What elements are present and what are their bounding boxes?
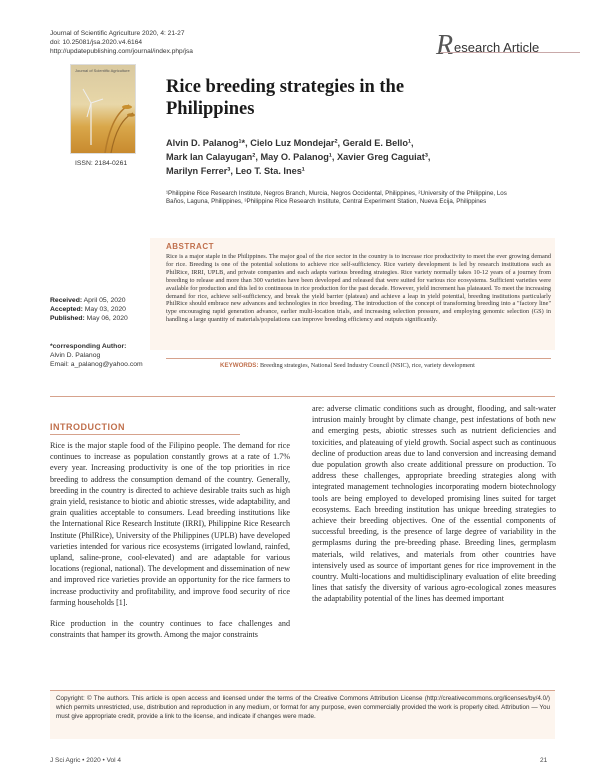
journal-cover-image — [70, 64, 136, 154]
corresponding-email[interactable]: Email: a_palanog@yahoo.com — [50, 361, 143, 368]
wind-turbine-illustration — [71, 65, 135, 153]
badge-label: esearch Article — [454, 40, 540, 55]
issn: ISSN: 2184-0261 — [75, 160, 128, 167]
introduction-heading: INTRODUCTION — [50, 422, 125, 432]
keywords-label: KEYWORDS: — [220, 362, 259, 369]
keywords-divider — [166, 358, 551, 359]
authors-line: Mark Ian Calayugan², May O. Palanog¹, Xavier Greg Caguiat³, — [166, 152, 431, 162]
accepted-date: May 03, 2020 — [84, 306, 126, 313]
article-title: Rice breeding strategies in the Philippines — [166, 77, 405, 119]
page-number: 21 — [540, 757, 548, 764]
authors-line: Marilyn Ferrer³, Leo T. Sta. Ines¹ — [166, 166, 305, 176]
introduction-underline — [50, 434, 240, 435]
corresponding-name: Alvin D. Palanog — [50, 352, 101, 359]
keywords — [220, 362, 550, 369]
cover-title: Journal of Scientific Agriculture — [75, 68, 130, 73]
published-label: Published: — [50, 315, 85, 322]
paragraph: are: adverse climatic conditions such as drought, flooding, and salt-water intrusion mainly brought by climate change, pest infestations of both new and emerging pests, abiotic stresses such as nutrient deficiencies and toxicities, and plateauing of yield growth. Social aspect such as continuous decline of production areas due to land conversion and increasing demand due population growth also create additional pressure on production. To address these challenges, appropriate breeding strategies along with integrated management technologies incorporating modern biotechnology tools are being employed to developed promising lines suited for target ecosystems. Each breeding institution has unique breeding strategies to achieve their breeding objectives. One of the essential components of successful breeding, is the presence of large degree of variability in the germplasms during the pre-breeding phase. Breeding lines, germplasm materials, wild relatives, and materials from other countries have intensively used as source of important genes for rice improvement in the country. Multi-locations and multidisciplinary evaluation of elite breeding lines that satisfy the diversity of various agro-ecological zones measures the adaptability potential of the lines has deemed important — [312, 404, 556, 604]
body-column-left — [50, 440, 290, 650]
received-label: Received: — [50, 297, 83, 304]
footer-citation: J Sci Agric • 2020 • Vol 4 — [50, 757, 122, 764]
published-date: May 06, 2020 — [86, 315, 128, 322]
badge-underline — [440, 52, 580, 53]
journal-url[interactable]: http://updatepublishing.com/journal/index.php/jsa — [50, 47, 193, 55]
accepted-label: Accepted: — [50, 306, 83, 313]
corresponding-label: *corresponding Author: — [50, 343, 127, 350]
journal-citation: Journal of Scientific Agriculture 2020, 4: 21-27 — [50, 30, 185, 37]
publication-dates — [50, 296, 128, 323]
abstract-text: Rice is a major staple in the Philippines. The major goal of the rice sector in the country is to increase rice productivity to meet the ever growing demand for rice. Breeding is one of the potential solutions to achieve rice self-sufficiency. Rice variety development is led by research institutions such as PhilRice, IRRI, UPLB, and private companies and each adapts various breeding strategies. Rice variety normally takes 10-12 years of a journey from breeding to release and more than 300 varieties have been developed and released that were suited for various rice ecosystems. Sufficient varieties were available for production and this led to continuous in rice production for the past decade. However, yield increment has plateaued. To meet the increasing demand for rice, achieve self-sufficiency, and break the yield barrier (plateau) and achieve a leap in yield potential, breeding institutions particularly PhilRice should embrace new advances and technologies in rice breeding. The introduction of the concept of transforming breeding into a "factory line" type encouraging rapid generation advance, earlier multi-location trials, and increasing selection pressure, and employing genomic selection (GS) in handling a large quantity of materials/populations can improve breeding efficiency and outputs significantly. — [166, 253, 551, 324]
abstract-heading: ABSTRACT — [166, 242, 214, 251]
article-type-badge — [432, 30, 582, 64]
keywords-list: Breeding strategies, National Seed Industry Council (NSIC), rice, variety development — [260, 362, 475, 369]
doi[interactable]: doi: 10.25081/jsa.2020.v4.6164 — [50, 38, 143, 46]
body-column-right — [312, 403, 556, 605]
journal-header — [50, 30, 310, 56]
affiliations: ¹Philippine Rice Research Institute, Negros Branch, Murcia, Negros Occidental, Philippines, ²University of the Philippine, Los Baños, Laguna, Philippines, ³Philippine Rice Research Institute, Central Experiment Station, Nueva Ecija, Philippines — [166, 190, 507, 206]
authors-line: Alvin D. Palanog¹*, Cielo Luz Mondejar², Gerald E. Bello¹, — [166, 138, 414, 148]
corresponding-author — [50, 342, 143, 369]
authors — [166, 136, 496, 178]
badge-initial: R — [436, 30, 454, 61]
paragraph: Rice is the major staple food of the Filipino people. The demand for rice continues to increase as population constantly grows at a rate of 1.7% every year. Increasing productivity is one of the top priorities in rice breeding to address the consumption demand of the country. Generally, breeding in the country is directed to achieve desirable traits such as high grain yield, resistance to biotic and abiotic stresses, wide adaptability, and grain qualities acceptable to consumers. Lead breeding institutions like the International Rice Research Institute (IRRI), Philippine Rice Research Institute (PhilRice), University of the Philippines (UPLB) have developed varieties intended for various rice ecosystems (irrigated lowland, rainfed, upland, saline-prone, cool-elevated) and are adaptable for various locations (regional, national). The development and dissemination of new and improved rice varieties provide an opportunity for the rice farmers to increase productivity and profitability, and improve food security of rice farming households [1]. — [50, 441, 290, 607]
section-divider — [50, 396, 555, 397]
copyright-text: Copyright: © The authors. This article is open access and licensed under the terms of the Creative Commons Attribution License (http://creativecommons.org/licenses/by/4.0/) which permits unrestricted, use, distribution and reproduction in any medium, or format for any purpose, even commercially provided the work is properly cited. Attribution — You must give appropriate credit, provide a link to the license, and indicate if changes were made. — [56, 695, 550, 720]
received-date: April 05, 2020 — [83, 297, 126, 304]
paragraph: Rice production in the country continues to face challenges and constraints that hamper its growth. Among the major constraints — [50, 619, 290, 640]
